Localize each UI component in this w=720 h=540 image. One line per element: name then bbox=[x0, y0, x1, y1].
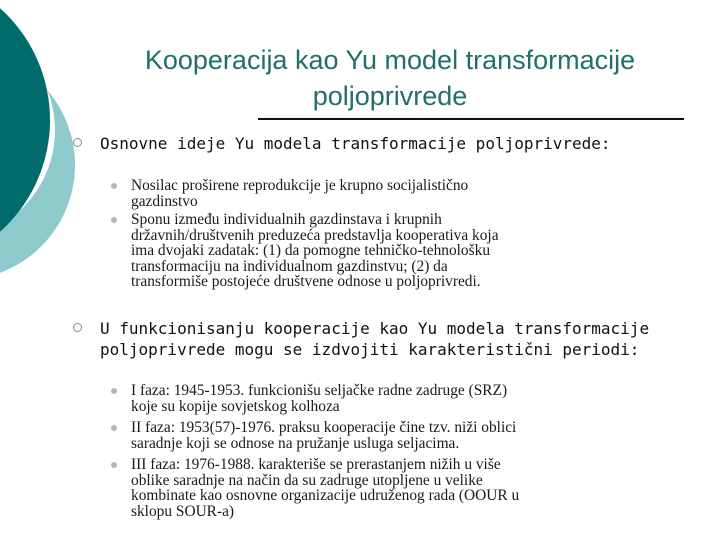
subitem-line: Sponu između individualnih gazdinstava i krupnih bbox=[131, 211, 442, 228]
bullet-2-subitem-3 bbox=[131, 457, 676, 519]
bullet-1-subitem-2 bbox=[131, 212, 676, 290]
subitem-line: saradnje koji se odnose na pružanje usluga seljacima. bbox=[131, 434, 460, 452]
subitem-line: koje su kopije sovjetskog kolhoza bbox=[131, 397, 340, 415]
subitem-line: transformaciju na individualnom gazdinstvu; (2) da bbox=[131, 257, 448, 275]
dot-bullet-icon bbox=[111, 388, 117, 394]
bullet-2-line-2: poljoprivrede mogu se izdvojiti karakteristični periodi: bbox=[100, 340, 640, 359]
dot-bullet-icon bbox=[111, 183, 117, 189]
subitem-line: II faza: 1953(57)-1976. praksu kooperacije čine tzv. niži oblici bbox=[131, 419, 517, 436]
bullet-2-subitem-1 bbox=[131, 383, 676, 414]
bullet-2-subitem-2 bbox=[131, 420, 676, 451]
subitem-line: kombinate kao osnovne organizacije udruženog rada (OOUR u bbox=[131, 487, 520, 505]
dot-bullet-icon bbox=[111, 462, 117, 468]
subitem-line: I faza: 1945-1953. funkcionišu seljačke radne zadruge (SRZ) bbox=[131, 382, 508, 399]
hollow-circle-bullet-icon bbox=[73, 138, 82, 147]
decorative-teal-circles bbox=[0, 0, 80, 300]
title-divider bbox=[258, 118, 684, 120]
subitem-line: Nosilac proširene reprodukcije je krupno socijalistično bbox=[131, 177, 469, 194]
subitem-line: gazdinstvo bbox=[131, 192, 198, 210]
subitem-line: oblike saradnje na način da su zadruge utopljene u velike bbox=[131, 471, 483, 489]
bullet-2 bbox=[100, 318, 680, 360]
subitem-line: transformiše postojeće društvene odnose u poljoprivredi. bbox=[131, 273, 481, 291]
dot-bullet-icon bbox=[111, 425, 117, 431]
slide-title-line-1: Kooperacija kao Yu model transformacije bbox=[144, 45, 636, 75]
bullet-1-text: Osnovne ideje Yu modela transformacije poljoprivrede: bbox=[100, 134, 611, 153]
hollow-circle-bullet-icon bbox=[73, 323, 82, 332]
subitem-line: državnih/društvenih preduzeća predstavlja kooperativa koja bbox=[131, 226, 499, 244]
bullet-2-line-1: U funkcionisanju kooperacije kao Yu modela transformacije bbox=[100, 319, 650, 338]
bullet-1-subitem-1 bbox=[131, 178, 676, 209]
slide-title-line-2: poljoprivrede bbox=[312, 81, 468, 111]
subitem-line: ima dvojaki zadatak: (1) da pomogne tehničko-tehnološku bbox=[131, 242, 491, 260]
bullet-1 bbox=[100, 133, 680, 154]
subitem-line: III faza: 1976-1988. karakteriše se prerastanjem nižih u više bbox=[131, 456, 501, 473]
subitem-line: sklopu SOUR-a) bbox=[131, 502, 235, 520]
slide-title bbox=[100, 42, 680, 114]
dot-bullet-icon bbox=[111, 217, 117, 223]
